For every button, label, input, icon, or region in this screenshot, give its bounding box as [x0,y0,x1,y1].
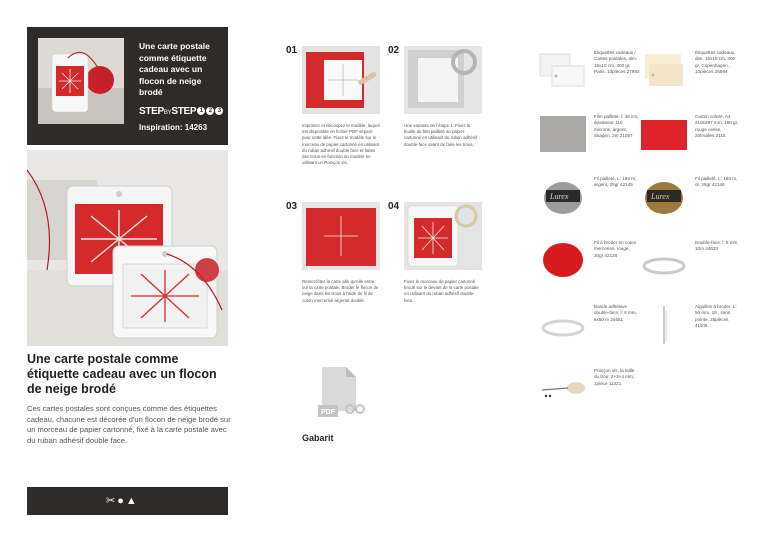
material-image [538,114,588,154]
material-image [538,50,588,90]
material-text: Étiquettes cadeaux / Cartes postales, dim. 15x10 cm, 300 gr, Paris, 10pièces 27992 [594,50,640,75]
header-title: Une carte postale comme étiquette cadeau avec un flocon de neige brodé [139,41,210,97]
pdf-scissors-icon[interactable] [316,365,366,423]
paint-icon: ● [117,495,126,507]
material-image [639,114,689,154]
step-text: Retirez/ôtez la carte afin qu'elle entre sur la carte postale. Broder le flocon de neige dans les trous à l'aide de fil de coton mercerisé argenté doublé. [302,279,379,303]
main-title: Une carte postale comme étiquette cadeau avec un flocon de neige brodé [27,352,217,396]
material-text: Fil à broder en coton mercerisé, rouge, 20gr 42130 [594,240,637,258]
inspiration-number: Inspiration: 14263 [139,123,208,132]
main-description: Ces cartes postales sont conçues comme des étiquettes cadeau, chacune est décorée d'un flocon de neige brodé sur un morceau de papier cartonné, fixé à la carte postale avec du ruban adhésif double face. [27,404,231,446]
material-image [538,368,588,408]
step-number: 01 [286,45,298,56]
step-number: 04 [388,201,400,212]
material-text: Fil pailleté, L: 160 m, argent, 25gr 42145 [594,176,637,188]
header-photo [38,38,124,124]
gift-tags-photo [27,150,228,346]
material-image [639,240,689,280]
svg-text:Lurex: Lurex [550,192,569,201]
brand-logo: STEPBYSTEP 1 2 3 [139,106,223,117]
step-text: Fixez le morceau de papier cartonné brodé sur le devant de la carte postale en utilisant du ruban adhésif double-face. [404,279,479,303]
step-number: 03 [286,201,298,212]
step-image-2 [404,46,482,114]
material-image [639,50,689,90]
cut-icon: ✂ [106,495,118,507]
svg-text:Lurex: Lurex [651,192,670,201]
step-image-3 [302,202,380,270]
step-image-4 [404,202,482,270]
material-text: Fil pailleté, L: 160 m, or, 25gr 42146 [695,176,738,188]
step-image-1 [302,46,380,114]
gift-tag-photo-small [38,38,124,124]
svg-text:PDF: PDF [321,409,335,416]
main-photo [27,150,228,346]
material-image [639,176,689,216]
material-image [538,304,588,344]
material-image [538,176,588,216]
footer-icons [106,494,139,507]
material-text: Aiguilles à broder, L: 50 mm, 18 , sans pointe, 25pièces 41105 [695,304,737,329]
material-text: Film pailleté, l: 35 cm, épaisseur 110 microns, argent, Skagen, 2m 21057 [594,114,639,139]
material-text: Double-face, l: 6 mm, 10m 24633 [695,240,739,252]
step4-photo [404,202,482,270]
step-text: Une variante de l'étape 1: Fixez la feuille de film pailleté au papier cartonné en utilisant du ruban adhésif double-face avant de faire les trous. [404,123,478,147]
material-image [538,240,588,280]
material-text: Carton coloré, A4 210x297 mm, 180 gr, rouge cerise, 20feuilles 2115 [695,114,739,139]
step2-photo [404,46,482,114]
tree-icon: ▲ [125,495,139,507]
material-text: Poinçon vis, la taille du trou: 2+3+4 mm, 1pièce 11421 [594,368,635,386]
step-number: 02 [388,45,400,56]
step3-photo [302,202,380,270]
step-text: Imprimez et découpez le modèle, lequel est disponible en fichier PDF séparé pour cette idée. Fixez le modèle sur le morceau de papier cartonné en utilisant du ruban adhésif double face et faites des trous en fonction du modèle en utilisant un Poinçon vis. [302,123,380,166]
material-image [639,304,689,344]
step1-photo [302,46,380,114]
template-label[interactable]: Gabarit [302,433,334,443]
material-text: Étiquettes cadeaux, dim. 15x10 cm, 300 gr, Copenhagen , 10pièces 25694 [695,50,736,75]
material-text: Bande adhésive double-face, l: 6 mm, 6x50 m 24651 [594,304,637,322]
